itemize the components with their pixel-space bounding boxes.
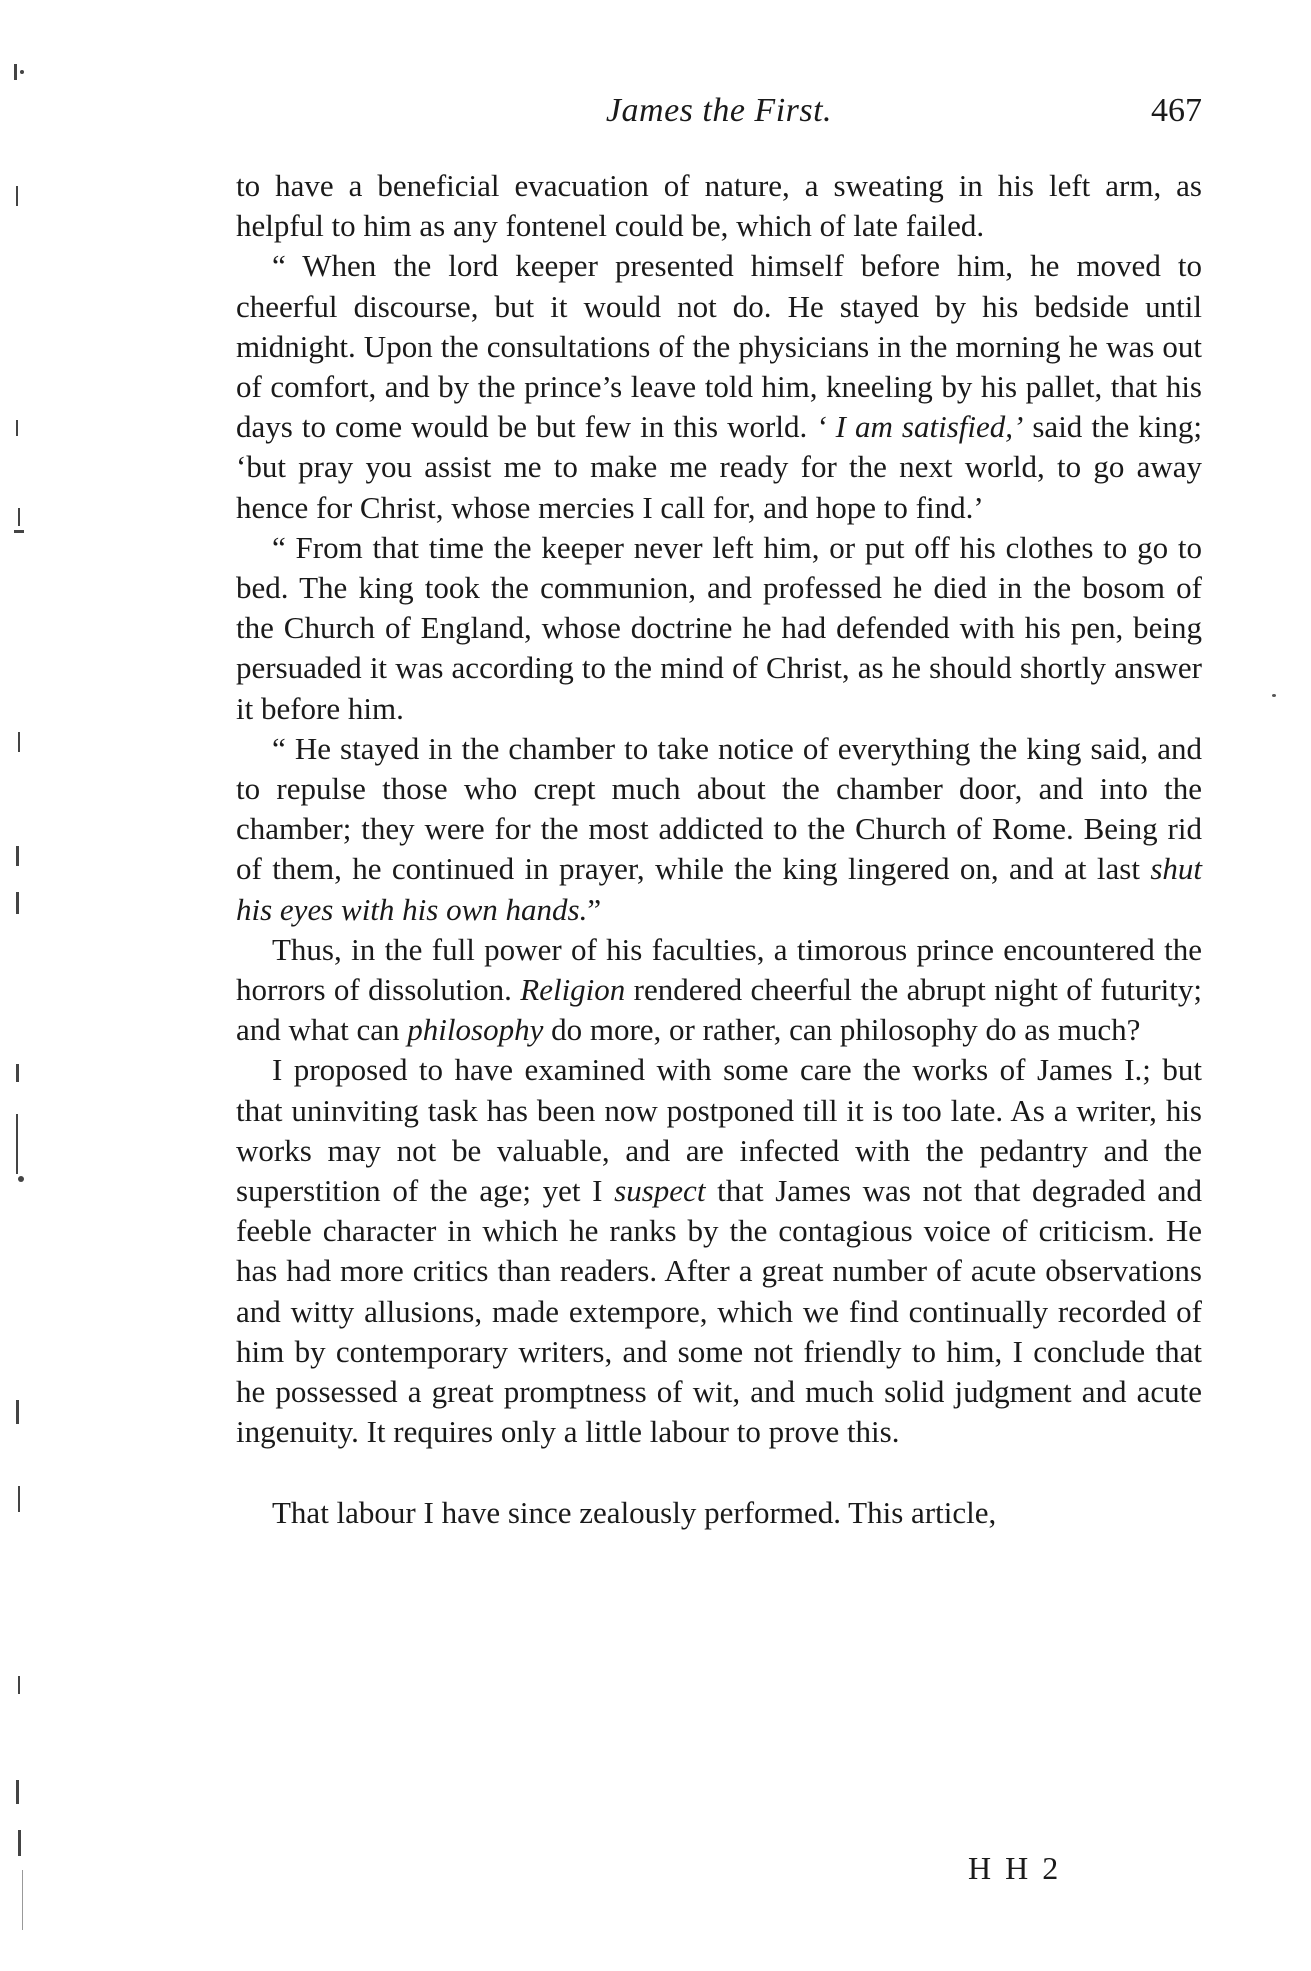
paragraph-5 (236, 930, 1202, 1051)
italic-shut-his-eyes: shut his eyes with his own hands. (236, 851, 1202, 927)
paragraph-5-end: do more, or rather, can philosophy do as much? (543, 1012, 1141, 1048)
italic-philosophy: philosophy (407, 1012, 544, 1048)
paragraph-2-continuation: said the king; ‘but pray you assist me to make me ready for the next world, to go away hence for Christ, whose mercies I call for, and hope to find.’ (236, 409, 1202, 525)
paragraph-5-middle: rendered cheerful the abrupt night of futurity; and what can (236, 972, 1202, 1048)
paragraph-2 (236, 246, 1202, 527)
page-number: 467 (1151, 92, 1202, 129)
body-text (236, 166, 1202, 1533)
paragraph-7: That labour I have since zealously performed. This article, (272, 1494, 997, 1530)
paragraph-5-text: Thus, in the full power of his faculties, a timorous prince encountered the horrors of dissolution. (236, 931, 1202, 1008)
italic-religion: Religion (520, 972, 626, 1008)
page-speck (1272, 694, 1276, 697)
italic-quote-satisfied: ‘ I am satisfied,’ (816, 409, 1024, 445)
running-header (236, 92, 1202, 138)
italic-suspect: suspect (614, 1173, 706, 1209)
paragraph-4-close-quote: ” (587, 891, 602, 927)
binding-gutter-marks (0, 0, 60, 1971)
paragraph-1: to have a beneficial evacuation of nature, a sweating in his left arm, as helpful to him as any fontenel could be, which of late failed. (236, 168, 1202, 244)
running-title: James the First. (605, 92, 833, 129)
paragraph-6 (236, 1050, 1202, 1452)
paragraph-3: “ From that time the keeper never left him, or put off his clothes to go to bed. The king took the communion, and professed he died in the bosom of the Church of England, whose doctrine he had defended with his pen, being persuaded it was according to the mind of Christ, as he should shortly answer it before him. (236, 529, 1202, 726)
paragraph-4-text: “ He stayed in the chamber to take notice of everything the king said, and to repulse those who crept much about the chamber door, and into the chamber; they were for the most addicted to the Church of Rome. Being rid of them, he continued in prayer, while the king lingered on, and at last (236, 730, 1202, 887)
signature-mark: H H 2 (968, 1850, 1062, 1886)
paragraph-4 (236, 729, 1202, 930)
paragraph-6-end: that James was not that degraded and feeble character in which he ranks by the contagious voice of criticism. He has had more critics than readers. After a great number of acute observations and witty allusions, made extempore, which we find continually recorded of him by contemporary writers, and some not friendly to him, I conclude that he possessed a great promptness of wit, and much solid judgment and acute ingenuity. It requires only a little labour to prove this. (236, 1173, 1202, 1450)
paragraph-6-text: I proposed to have examined with some care the works of James I.; but that uninviting task has been now postponed till it is too late. As a writer, his works may not be valuable, and are infected with the pedantry and the superstition of the age; yet I (236, 1052, 1202, 1209)
paragraph-2-text: “ When the lord keeper presented himself before him, he moved to cheerful discourse, but it would not do. He stayed by his bedside until midnight. Upon the consultations of the physicians in the morning he was out of comfort, and by the prince’s leave told him, kneeling by his pallet, that his days to come would be but few in this world. (236, 248, 1202, 445)
